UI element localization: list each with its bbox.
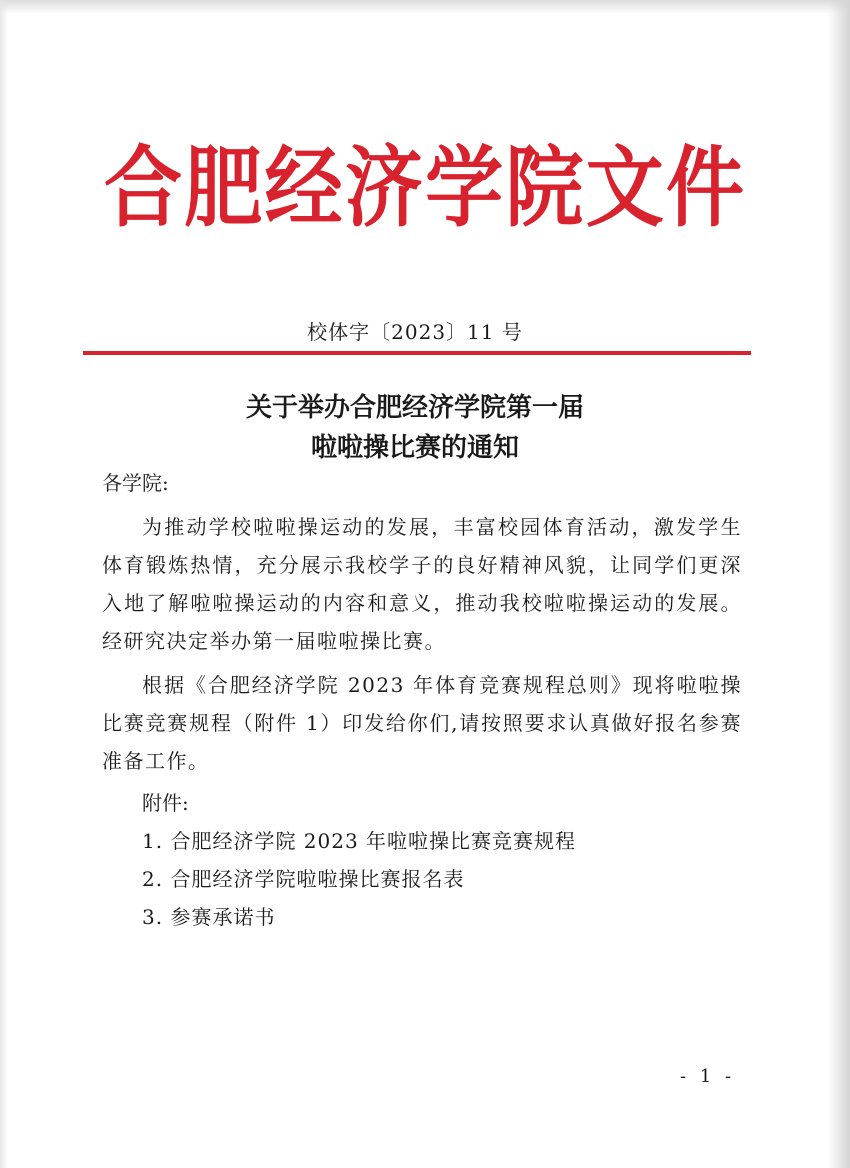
- attachment-item: 1. 合肥经济学院 2023 年啦啦操比赛竞赛规程: [142, 829, 577, 853]
- notice-body: [102, 466, 742, 936]
- notice-title: [0, 388, 830, 468]
- scan-edge-top: [0, 0, 850, 14]
- masthead-char: 肥: [184, 138, 263, 240]
- red-divider-line: [83, 351, 751, 355]
- attachments-label: 附件:: [142, 791, 189, 815]
- masthead-char: 济: [344, 138, 423, 240]
- paragraph-basis: 根据《合肥经济学院 2023 年体育竞赛规程总则》现将啦啦操比赛竞赛规程（附件 1）印发给你们,请按照要求认真做好报名参赛准备工作。: [102, 673, 742, 773]
- masthead-char: 经: [264, 138, 343, 240]
- attachment-item: 2. 合肥经济学院啦啦操比赛报名表: [142, 867, 465, 891]
- attachments-list: [102, 822, 742, 936]
- page-number: - 1 -: [680, 1066, 736, 1087]
- document-number: 校体字〔2023〕11 号: [307, 320, 523, 344]
- masthead-char: 合: [104, 138, 183, 240]
- salutation: 各学院:: [102, 471, 169, 495]
- attachment-item: 3. 参赛承诺书: [142, 905, 276, 929]
- masthead-char: 件: [665, 138, 744, 240]
- masthead-char: 学: [425, 138, 504, 240]
- scan-edge-right: [828, 0, 850, 1168]
- title-line-2: 啦啦操比赛的通知: [310, 433, 519, 463]
- masthead-char: 文: [585, 138, 664, 240]
- scan-edge-left: [0, 0, 8, 1168]
- masthead-char: 院: [505, 138, 584, 240]
- title-line-1: 关于举办合肥经济学院第一届: [245, 393, 584, 423]
- red-masthead: [104, 134, 744, 244]
- paragraph-purpose: 为推动学校啦啦操运动的发展，丰富校园体育活动，激发学生体育锻炼热情，充分展示我校学子的良好精神风貌，让同学们更深入地了解啦啦操运动的内容和意义，推动我校啦啦操运动的发展。经研究决定举办第一届啦啦操比赛。: [102, 515, 742, 653]
